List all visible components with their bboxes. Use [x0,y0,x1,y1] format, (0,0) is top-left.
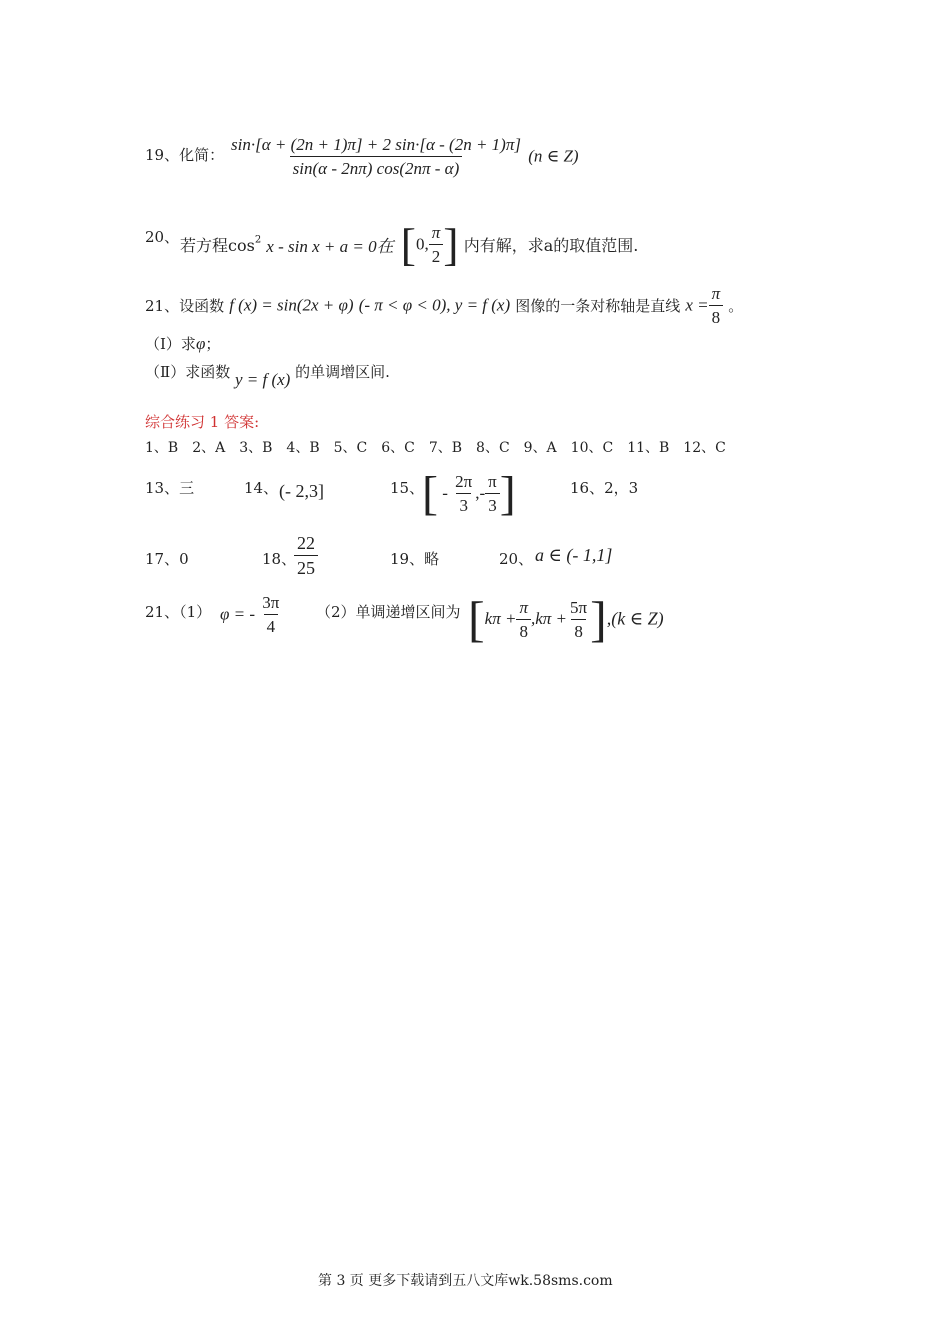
q19-expression [228,136,579,177]
answer-18-value [294,534,318,577]
a21-tail: ,(k ∈ Z) [606,608,664,629]
answer-15-label: 15、 [390,479,425,497]
answer-21-phi [220,594,282,635]
q21-part1 [145,333,220,354]
q20-label: 20、 [145,228,180,246]
answer-14-value: (- 2,3] [279,481,324,501]
q21-func: f (x) = sin(2x + φ) [229,295,354,315]
q21-eight: 8 [709,305,724,326]
answer-16: 16、2，3 [570,479,639,497]
q20-two: 2 [429,244,444,265]
a15-fraction-2 [485,473,500,514]
q21-part1-var: φ [195,334,206,353]
a21-fraction-1 [516,599,531,640]
q20-pi: π [431,223,441,242]
q19-numerator: sin·[α + (2n + 1)π] + 2 sin·[α - (2n + 1)π] [231,135,521,154]
q21-part2 [145,361,390,389]
a15-den2: 3 [485,493,500,514]
a15-num1: 2π [455,472,473,491]
a15-sep: ,- [475,483,486,503]
q20-body [180,218,638,271]
a15-num2: π [488,472,497,491]
a21-bracket-left: [ [468,591,485,647]
answers-heading: 综合练习 1 答案: [145,413,260,431]
q21-part2-end: 的单调增区间. [295,363,390,381]
q21-line [145,285,743,326]
a21-bracket-right: ] [590,591,607,647]
answer-15-value [422,466,516,521]
q20-fraction [429,224,444,265]
q21-pi: π [711,284,721,303]
q21-cond: (- π < φ < 0), y = f (x) [358,295,511,315]
q20-interval-left: 0, [416,234,429,254]
q19-denominator: sin(α - 2nπ) cos(2nπ - α) [290,156,463,177]
answer-20-value: a ∈ (- 1,1] [535,545,613,565]
a21-k2: ,kπ + [530,609,568,628]
q20-text-c: 内有解，求a的取值范围. [463,236,639,255]
q19-condition: (n ∈ Z) [528,146,579,166]
answer-13: 13、三 [145,479,195,497]
a21-fraction-2 [567,599,590,640]
answer-21-part2: （2）单调递增区间为 [316,603,461,621]
a21-fraction [259,594,282,635]
answer-19: 19、略 [390,550,440,568]
q21-text-b: 图像的一条对称轴是直线 [515,297,681,315]
a21-n2: 5π [570,597,588,617]
q20-bracket-right: ] [443,219,459,270]
q21-part2-label: （Ⅱ）求函数 [145,363,231,381]
q21-label: 21、设函数 [145,297,225,315]
a21-d1: 8 [516,619,531,640]
a21-d2: 8 [571,619,586,640]
q20-sup: 2 [254,234,262,246]
a21-k1: kπ + [484,609,517,628]
q20-equation: x - sin x + a = 0在 [266,237,394,256]
a21-phi: φ = - [220,604,256,624]
q21-end: 。 [728,297,744,315]
answer-21-label: 21、（1） [145,603,212,621]
answer-21-interval [468,590,664,648]
answers-mc: 1、B 2、A 3、B 4、B 5、C 6、C 7、B 8、C 9、A 10、C 11、B 12、C [145,440,726,456]
a21-num: 3π [262,593,280,612]
a18-fraction [294,534,318,577]
answer-20-label: 20、 [499,550,534,568]
a18-den: 25 [294,555,318,577]
a15-bracket-left: [ [422,467,438,520]
q20-bracket-left: [ [400,219,416,270]
q20-text-a: 若方程cos [180,236,255,255]
a15-bracket-right: ] [499,467,516,520]
answer-17: 17、0 [145,550,189,568]
a15-minus: - [442,483,448,503]
q19-fraction [228,136,524,177]
answer-14-label: 14、 [244,479,279,497]
q19-label: 19、化简： [145,146,225,164]
a21-den: 4 [264,614,279,635]
q21-part1-end: ； [205,335,221,353]
page-footer: 第 3 页 更多下载请到五八文库wk.58sms.com [318,1273,613,1289]
q21-part2-func: y = f (x) [234,370,291,389]
q21-part1-label: （Ⅰ）求 [145,335,196,353]
a15-fraction-1 [452,473,475,514]
a15-den1: 3 [456,493,471,514]
a18-num: 22 [297,533,315,553]
q21-x-eq: x = [685,295,709,315]
q21-fraction [709,285,724,326]
a21-n1: π [519,597,528,617]
answer-18-label: 18、 [262,550,297,568]
